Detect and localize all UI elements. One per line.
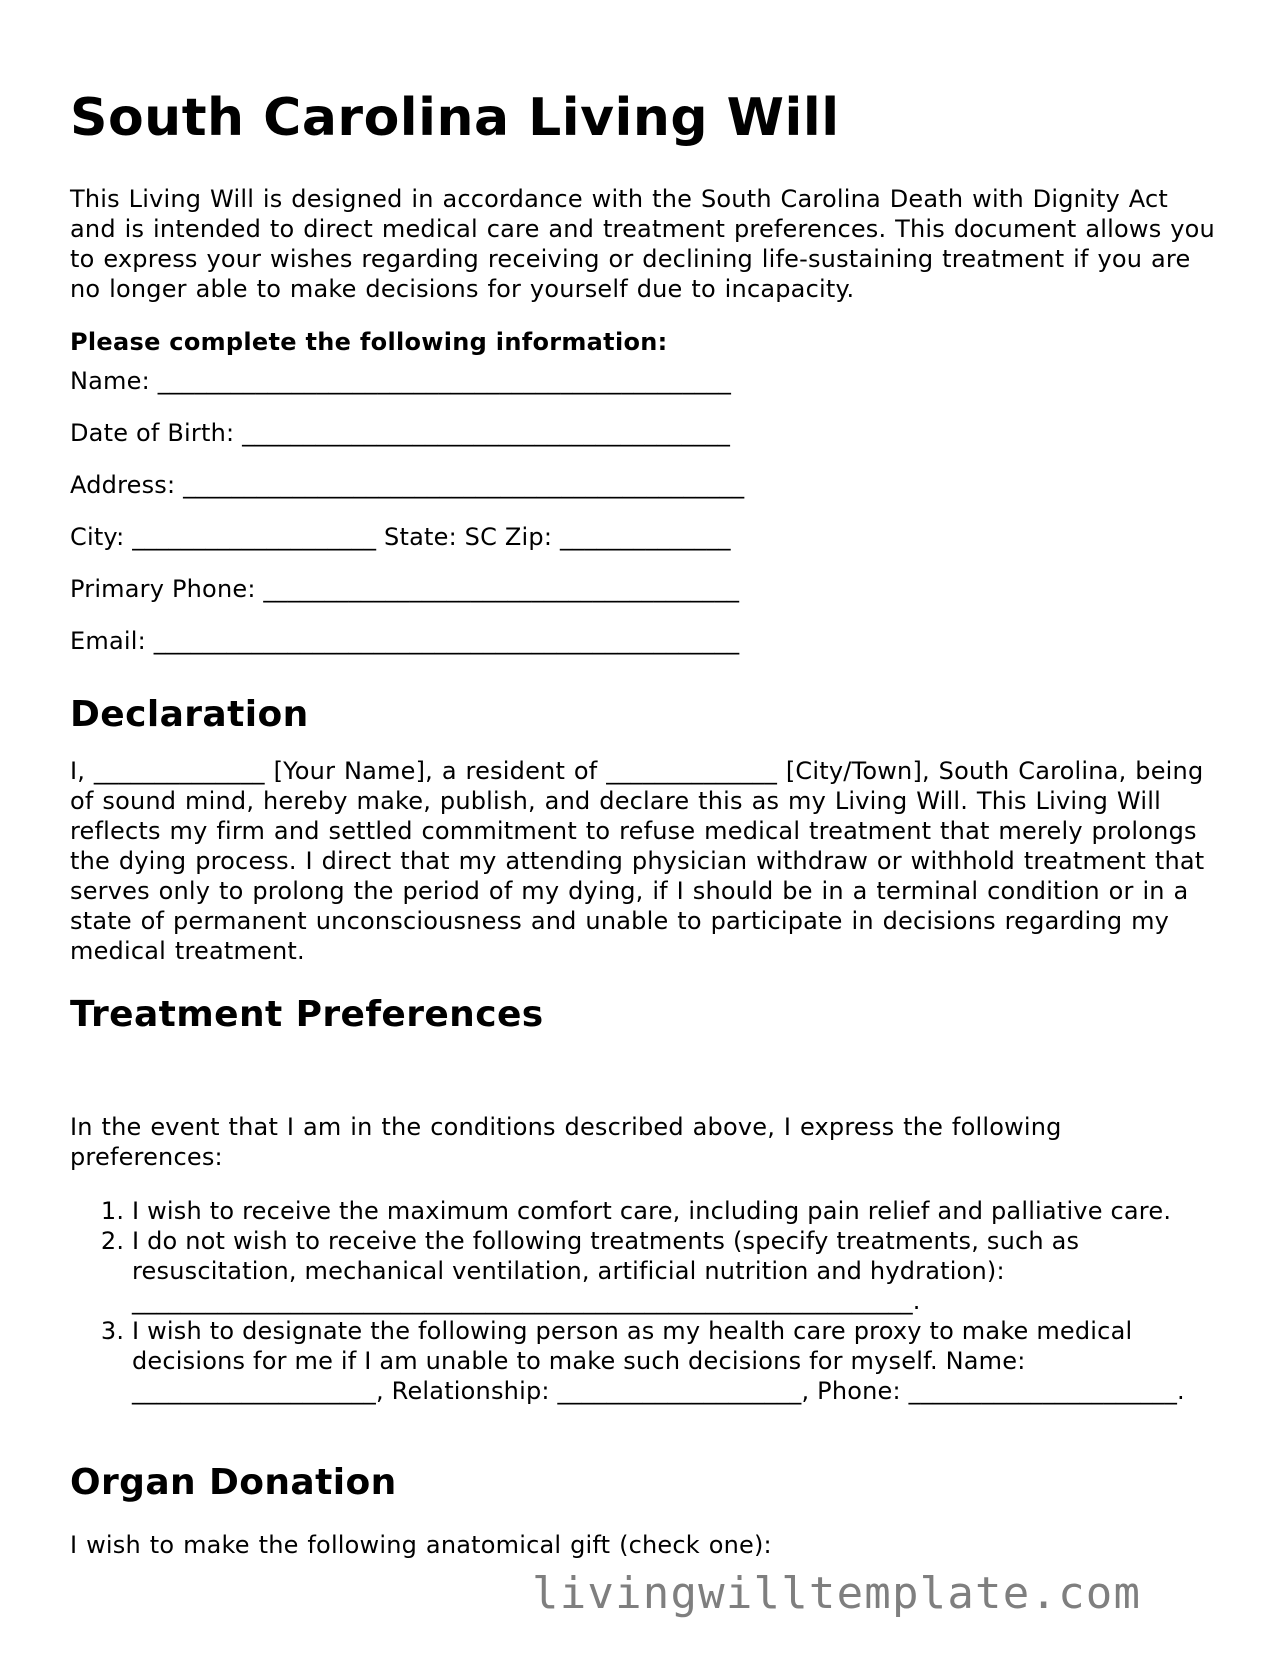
document-title: South Carolina Living Will [70, 88, 840, 148]
phone-field: Primary Phone: _______________________________________ [70, 575, 740, 603]
address-field: Address: ______________________________________________ [70, 471, 745, 499]
name-field: Name: _______________________________________________ [70, 367, 732, 395]
declaration-heading: Declaration [70, 694, 309, 735]
organ-donation-heading: Organ Donation [70, 1462, 397, 1503]
intro-paragraph: This Living Will is designed in accordance with the South Carolina Death with Dignity Act and is intended to direct medical care and treatment preferences. This document allows you to express your wishes regarding receiving or declining life-sustaining treatment if you are no longer able to make decisions for yourself due to incapacity. [70, 185, 1215, 303]
declaration-text: I, ______________ [Your Name], a resident of ______________ [City/Town], South Carolina, being of sound mind, hereby make, publish, and declare this as my Living Will. This Living Will reflects my firm and settled commitment to refuse medical treatment that merely prolongs the dying process. I direct that my attending physician withdraw or withhold treatment that serves only to prolong the period of my dying, if I should be in a terminal condition or in a state of permanent unconsciousness and unable to participate in decisions regarding my medical treatment. [70, 757, 1205, 965]
dob-field: Date of Birth: ________________________________________ [70, 419, 731, 447]
email-field: Email: ________________________________________________ [70, 627, 740, 655]
treatment-intro: In the event that I am in the conditions described above, I express the following preferences: [70, 1113, 1062, 1171]
list-item: 2. I do not wish to receive the following treatments (specify treatments, such as resuscitation, mechanical ventilation, artificial nutrition and hydration): ________________________________________________________________. [132, 1226, 1218, 1316]
treatment-preferences-list [70, 1196, 1218, 1406]
list-item: 1. I wish to receive the maximum comfort care, including pain relief and palliative care. [132, 1196, 1218, 1226]
city-state-zip-field: City: ____________________ State: SC Zip: ______________ [70, 523, 731, 551]
site-watermark: livingwilltemplate.com [532, 1568, 1142, 1619]
treatment-heading: Treatment Preferences [70, 994, 544, 1035]
list-item: 3. I wish to designate the following person as my health care proxy to make medical decisions for me if I am unable to make such decisions for myself. Name: ____________________, Relationship: ____________________, Phone: ______________________. [132, 1316, 1218, 1406]
organ-donation-text: I wish to make the following anatomical gift (check one): [70, 1531, 772, 1559]
info-prompt: Please complete the following information: [70, 328, 668, 356]
